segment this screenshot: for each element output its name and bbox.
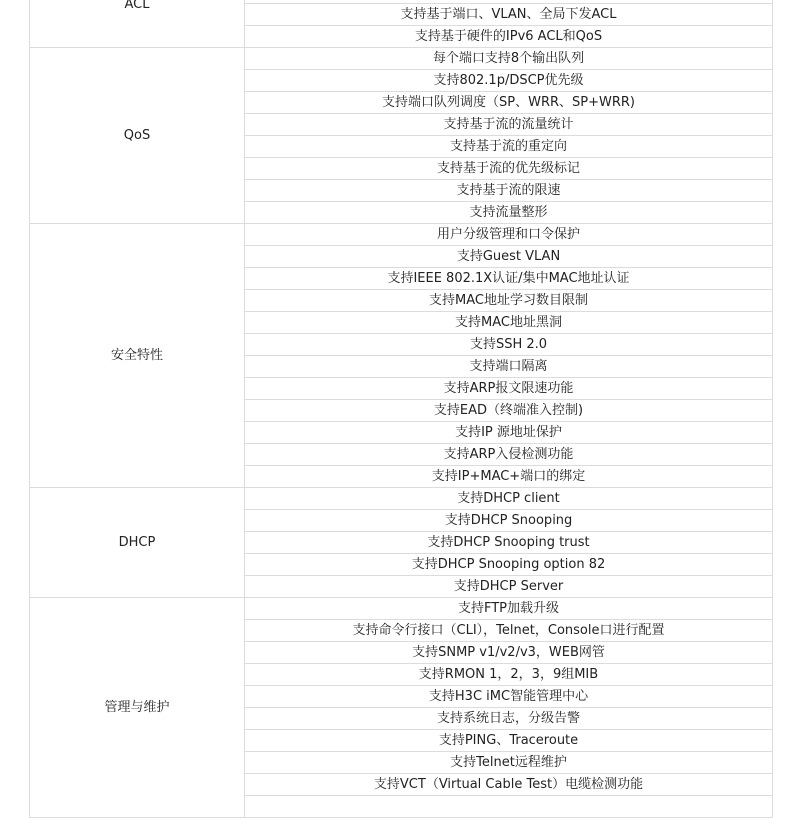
feature-cell: 支持802.1p/DSCP优先级 [245,70,773,92]
feature-cell: 支持基于流的优先级标记 [245,158,773,180]
category-cell: ACL [30,0,245,48]
feature-cell: 支持MAC地址黑洞 [245,312,773,334]
feature-cell: 支持Guest VLAN [245,246,773,268]
category-cell: 安全特性 [30,224,245,488]
category-cell: DHCP [30,488,245,598]
feature-cell: 支持基于端口、VLAN、全局下发ACL [245,4,773,26]
feature-cell: 支持IP+MAC+端口的绑定 [245,466,773,488]
feature-cell: 支持DHCP Snooping [245,510,773,532]
feature-cell: 支持基于硬件的IPv6 ACL和QoS [245,26,773,48]
category-cell: QoS [30,48,245,224]
feature-cell: 支持IEEE 802.1X认证/集中MAC地址认证 [245,268,773,290]
feature-cell: 支持端口隔离 [245,356,773,378]
table-row [30,598,773,620]
feature-cell: 支持SSH 2.0 [245,334,773,356]
spec-table [29,0,773,818]
feature-cell: 支持PING、Traceroute [245,730,773,752]
spec-table-body [30,0,773,818]
feature-cell: 支持基于流的限速 [245,180,773,202]
feature-cell: 支持EAD（终端准入控制) [245,400,773,422]
feature-cell: 支持流量整形 [245,202,773,224]
feature-cell: 用户分级管理和口令保护 [245,224,773,246]
feature-cell: 支持Telnet远程维护 [245,752,773,774]
feature-cell: 支持FTP加载升级 [245,598,773,620]
table-row [30,48,773,70]
feature-cell: 支持H3C iMC智能管理中心 [245,686,773,708]
table-row [30,224,773,246]
feature-cell: 支持ARP入侵检测功能 [245,444,773,466]
feature-cell: 支持DHCP Snooping trust [245,532,773,554]
feature-cell: 支持MAC地址学习数目限制 [245,290,773,312]
feature-cell: 支持VCT（Virtual Cable Test）电缆检测功能 [245,774,773,796]
table-row [30,488,773,510]
feature-cell: 支持DHCP Snooping option 82 [245,554,773,576]
category-cell: 管理与维护 [30,598,245,818]
feature-cell [245,796,773,818]
feature-cell: 支持DHCP client [245,488,773,510]
feature-cell: 支持端口队列调度（SP、WRR、SP+WRR) [245,92,773,114]
feature-cell: 支持命令行接口（CLI），Telnet，Console口进行配置 [245,620,773,642]
feature-cell: 支持RMON 1，2，3，9组MIB [245,664,773,686]
feature-cell: 支持SNMP v1/v2/v3，WEB网管 [245,642,773,664]
feature-cell: 支持DHCP Server [245,576,773,598]
feature-cell: 支持基于流的重定向 [245,136,773,158]
feature-cell: 支持基于流的流量统计 [245,114,773,136]
feature-cell: 每个端口支持8个输出队列 [245,48,773,70]
feature-cell: 支持IP 源地址保护 [245,422,773,444]
feature-cell: 支持系统日志，分级告警 [245,708,773,730]
feature-cell: 支持ARP报文限速功能 [245,378,773,400]
